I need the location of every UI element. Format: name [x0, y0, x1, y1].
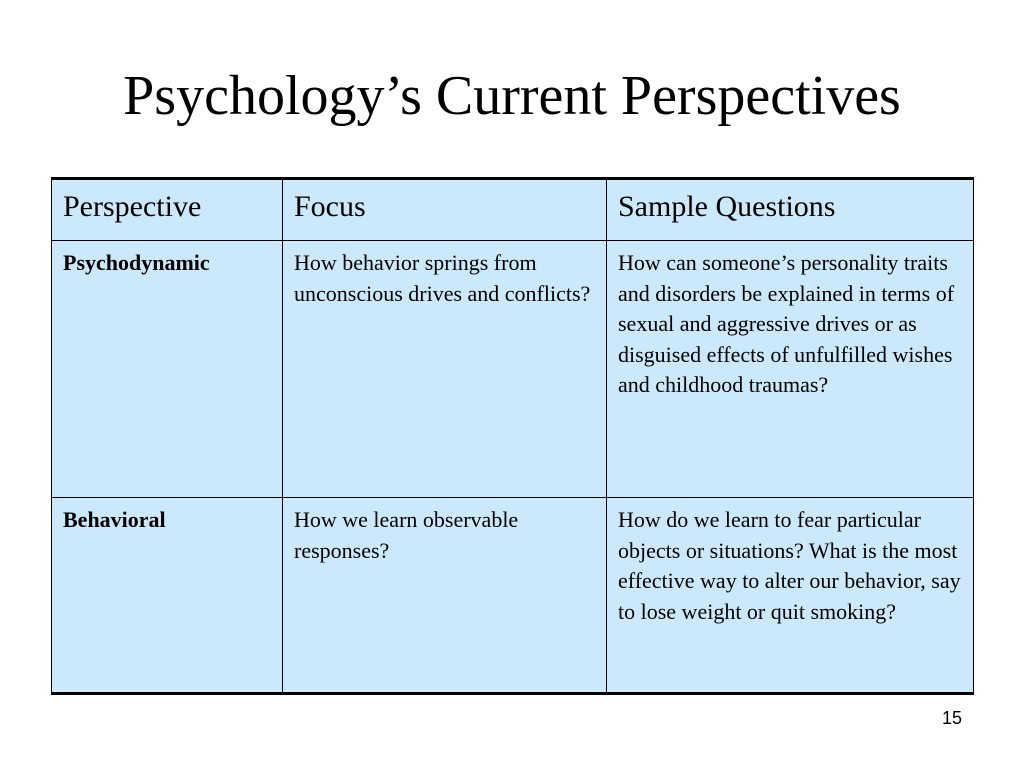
- page-number: 15: [941, 708, 962, 728]
- focus-cell: How we learn observable responses?: [283, 498, 607, 694]
- perspectives-table: [51, 177, 974, 695]
- table-header-row: [52, 179, 974, 241]
- slide-title: Psychology’s Current Perspectives: [123, 65, 901, 127]
- column-header-focus: Focus: [283, 179, 607, 241]
- perspective-cell: Psychodynamic: [52, 241, 283, 498]
- perspective-cell: Behavioral: [52, 498, 283, 694]
- column-header-perspective: Perspective: [52, 179, 283, 241]
- focus-cell: How behavior springs from unconscious drives and conflicts?: [283, 241, 607, 498]
- table-row-behavioral: [52, 498, 974, 694]
- sample-questions-cell: How do we learn to fear particular objects or situations? What is the most effective way to alter our behavior, say to lose weight or quit smoking?: [607, 498, 974, 694]
- column-header-sample-questions: Sample Questions: [607, 179, 974, 241]
- table-row-psychodynamic: [52, 241, 974, 498]
- sample-questions-cell: How can someone’s personality traits and disorders be explained in terms of sexual and aggressive drives or as disguised effects of unfulfilled wishes and childhood traumas?: [607, 241, 974, 498]
